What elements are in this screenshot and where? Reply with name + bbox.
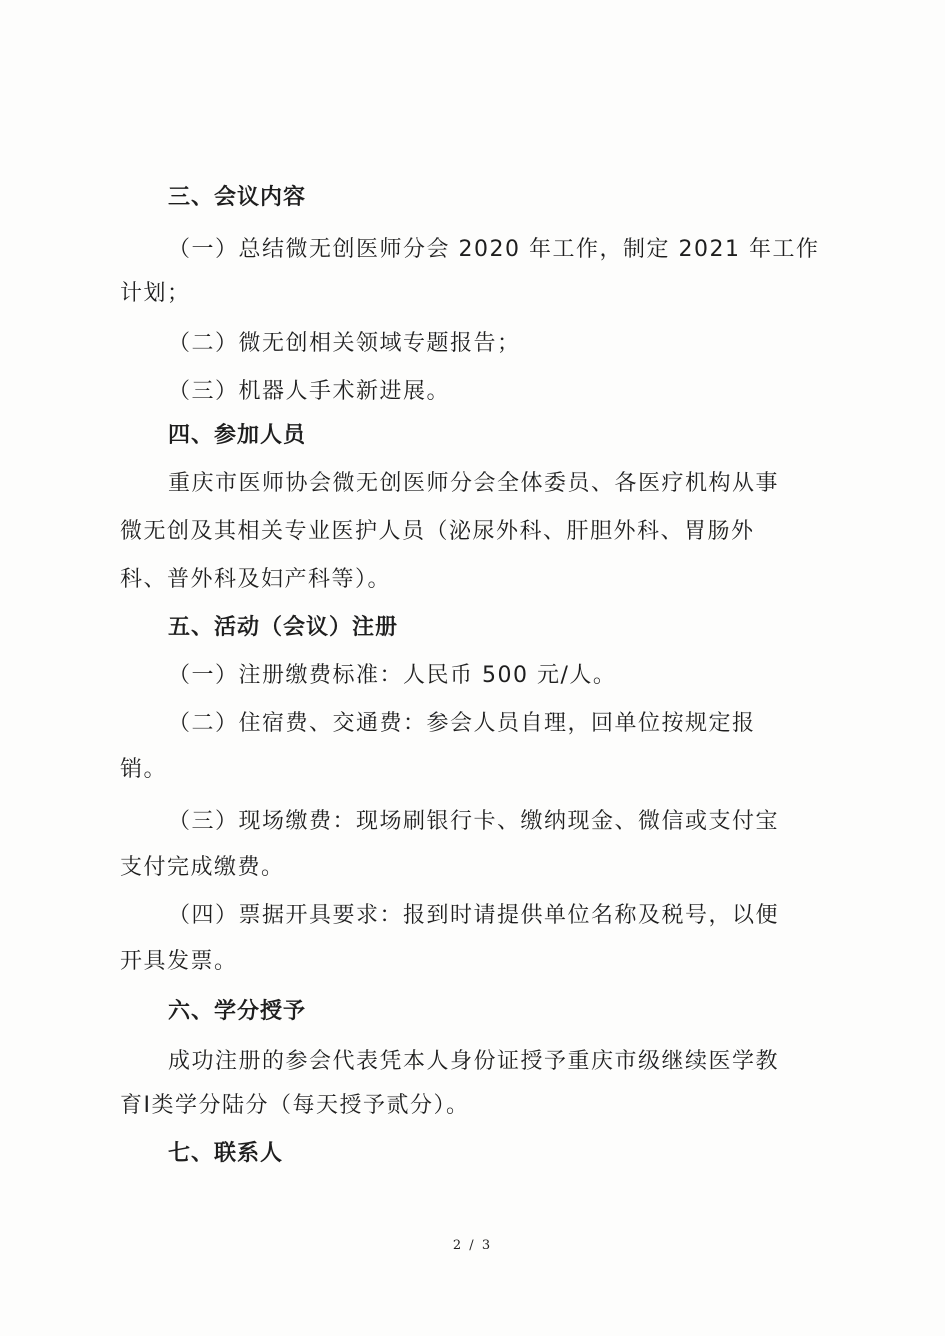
paragraph-line: （一）总结微无创医师分会 2020 年工作，制定 2021 年工作 bbox=[168, 237, 820, 262]
paragraph-line: （二）住宿费、交通费：参会人员自理，回单位按规定报 bbox=[168, 711, 756, 736]
section-heading-5: 五、活动（会议）注册 bbox=[168, 615, 399, 640]
paragraph-line: 微无创及其相关专业医护人员（泌尿外科、肝胆外科、胃肠外 bbox=[120, 519, 755, 544]
paragraph-line: （四）票据开具要求：报到时请提供单位名称及税号，以便 bbox=[168, 903, 780, 928]
paragraph-line: （一）注册缴费标准：人民币 500 元/人。 bbox=[168, 663, 617, 688]
paragraph-line: （三）机器人手术新进展。 bbox=[168, 379, 451, 404]
page-number: 2 / 3 bbox=[452, 1238, 493, 1253]
paragraph-line: （二）微无创相关领域专题报告； bbox=[168, 331, 521, 356]
paragraph-line: 开具发票。 bbox=[120, 949, 238, 974]
paragraph-line: 科、普外科及妇产科等）。 bbox=[120, 567, 392, 592]
section-heading-4: 四、参加人员 bbox=[168, 423, 307, 448]
paragraph-line: （三）现场缴费：现场刷银行卡、缴纳现金、微信或支付宝 bbox=[168, 809, 780, 834]
section-heading-7: 七、联系人 bbox=[168, 1141, 284, 1166]
paragraph-line: 重庆市医师协会微无创医师分会全体委员、各医疗机构从事 bbox=[168, 471, 780, 496]
paragraph-line: 销。 bbox=[120, 757, 168, 782]
paragraph-line: 计划； bbox=[120, 281, 191, 306]
paragraph-line: 成功注册的参会代表凭本人身份证授予重庆市级继续医学教 bbox=[168, 1049, 780, 1074]
section-heading-3: 三、会议内容 bbox=[168, 185, 307, 210]
paragraph-line: 育Ⅰ类学分陆分（每天授予贰分）。 bbox=[120, 1093, 470, 1118]
section-heading-6: 六、学分授予 bbox=[168, 999, 307, 1024]
paragraph-line: 支付完成缴费。 bbox=[120, 855, 285, 880]
